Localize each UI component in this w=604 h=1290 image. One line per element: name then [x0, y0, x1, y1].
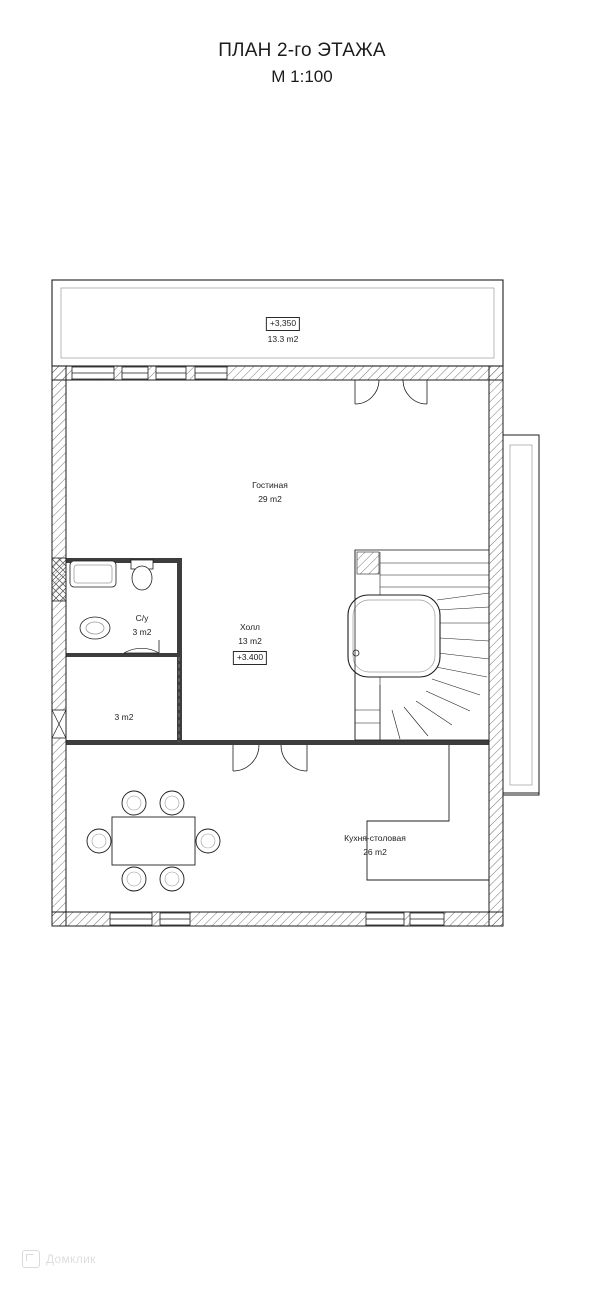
hall-kitchen-door: [233, 745, 307, 771]
plan-geometry: [52, 280, 539, 926]
living-room-name: Гостиная: [252, 480, 288, 490]
hall-level-badge: +3.400: [233, 651, 267, 665]
storage-area: 3 m2: [114, 712, 134, 722]
kitchen-counter: [367, 745, 489, 880]
bathroom-fixtures: [70, 560, 159, 653]
kitchen-dining-area: 26 m2: [363, 847, 387, 857]
watermark: [22, 1250, 96, 1268]
balcony-door: [355, 380, 427, 404]
domclick-logo-icon: [22, 1250, 40, 1268]
staircase: [348, 550, 489, 740]
hall-area: 13 m2: [238, 636, 262, 646]
living-room-area: 29 m2: [258, 494, 282, 504]
balcony-level-badge: +3,350: [266, 317, 300, 331]
side-balcony: [503, 435, 539, 795]
plan-scale: М 1:100: [271, 67, 333, 86]
bathroom-name: С/у: [135, 613, 149, 623]
bathroom-area: 3 m2: [132, 627, 152, 637]
balcony-area-label: 13.3 m2: [267, 334, 299, 344]
watermark-label: Домклик: [46, 1252, 96, 1266]
floorplan-drawing: [0, 255, 604, 955]
dining-set: [87, 791, 220, 891]
hall-name: Холл: [239, 622, 261, 632]
plan-title-block: [0, 40, 604, 87]
kitchen-dining-name: Кухня-столовая: [344, 833, 406, 843]
page-title: ПЛАН 2-го ЭТАЖА: [218, 40, 386, 61]
